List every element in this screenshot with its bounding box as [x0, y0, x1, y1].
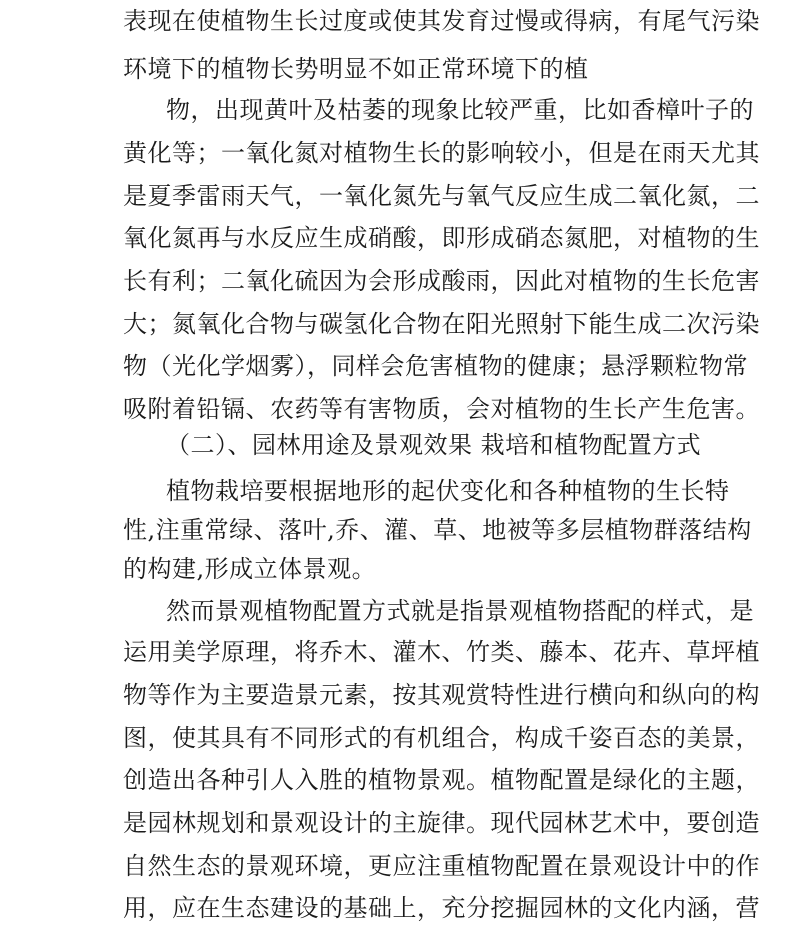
text-line: 吸附着铅镉、农药等有害物质，会对植物的生长产生危害。 [123, 395, 760, 423]
text-line: 环境下的植物长势明显不如正常环境下的植 [123, 55, 589, 83]
text-line: 用，应在生态建设的基础上，充分挖掘园林的文化内涵，营 [123, 894, 760, 922]
text-line: 创造出各种引人入胜的植物景观。植物配置是绿化的主题， [123, 766, 760, 794]
text-line: 性,注重常绿、落叶,乔、灌、草、地被等多层植物群落结构 [123, 516, 752, 544]
text-line: 物，出现黄叶及枯萎的现象比较严重，比如香樟叶子的 [166, 96, 754, 124]
text-line: 长有利；二氧化硫因为会形成酸雨，因此对植物的生长危害 [123, 267, 760, 295]
text-line: 物（光化学烟雾），同样会危害植物的健康；悬浮颗粒物常 [123, 352, 748, 380]
text-line: 的构建,形成立体景观。 [123, 555, 377, 583]
text-line: 运用美学原理，将乔木、灌木、竹类、藤本、花卉、草坪植 [123, 638, 760, 666]
text-line: 植物栽培要根据地形的起伏变化和各种植物的生长特 [166, 477, 730, 505]
text-line: 物等作为主要造景元素，按其观赏特性进行横向和纵向的构 [123, 681, 760, 709]
text-line: 是园林规划和景观设计的主旋律。现代园林艺术中，要创造 [123, 809, 760, 837]
text-line: 自然生态的景观环境，更应注重植物配置在景观设计中的作 [123, 852, 760, 880]
section-heading: （二）、园林用途及景观效果 栽培和植物配置方式 [166, 431, 702, 459]
text-line: 氧化氮再与水反应生成硝酸，即形成硝态氮肥，对植物的生 [123, 224, 760, 252]
text-line: 是夏季雷雨天气，一氧化氮先与氧气反应生成二氧化氮，二 [123, 182, 760, 210]
text-line: 大；氮氧化合物与碳氢化合物在阳光照射下能生成二次污染 [123, 310, 760, 338]
text-line: 黄化等；一氧化氮对植物生长的影响较小，但是在雨天尤其 [123, 139, 760, 167]
text-line: 然而景观植物配置方式就是指景观植物搭配的样式，是 [166, 597, 754, 625]
text-line: 表现在使植物生长过度或使其发育过慢或得病，有尾气污染 [123, 7, 760, 35]
text-line: 图，使其具有不同形式的有机组合，构成千姿百态的美景， [123, 724, 760, 752]
